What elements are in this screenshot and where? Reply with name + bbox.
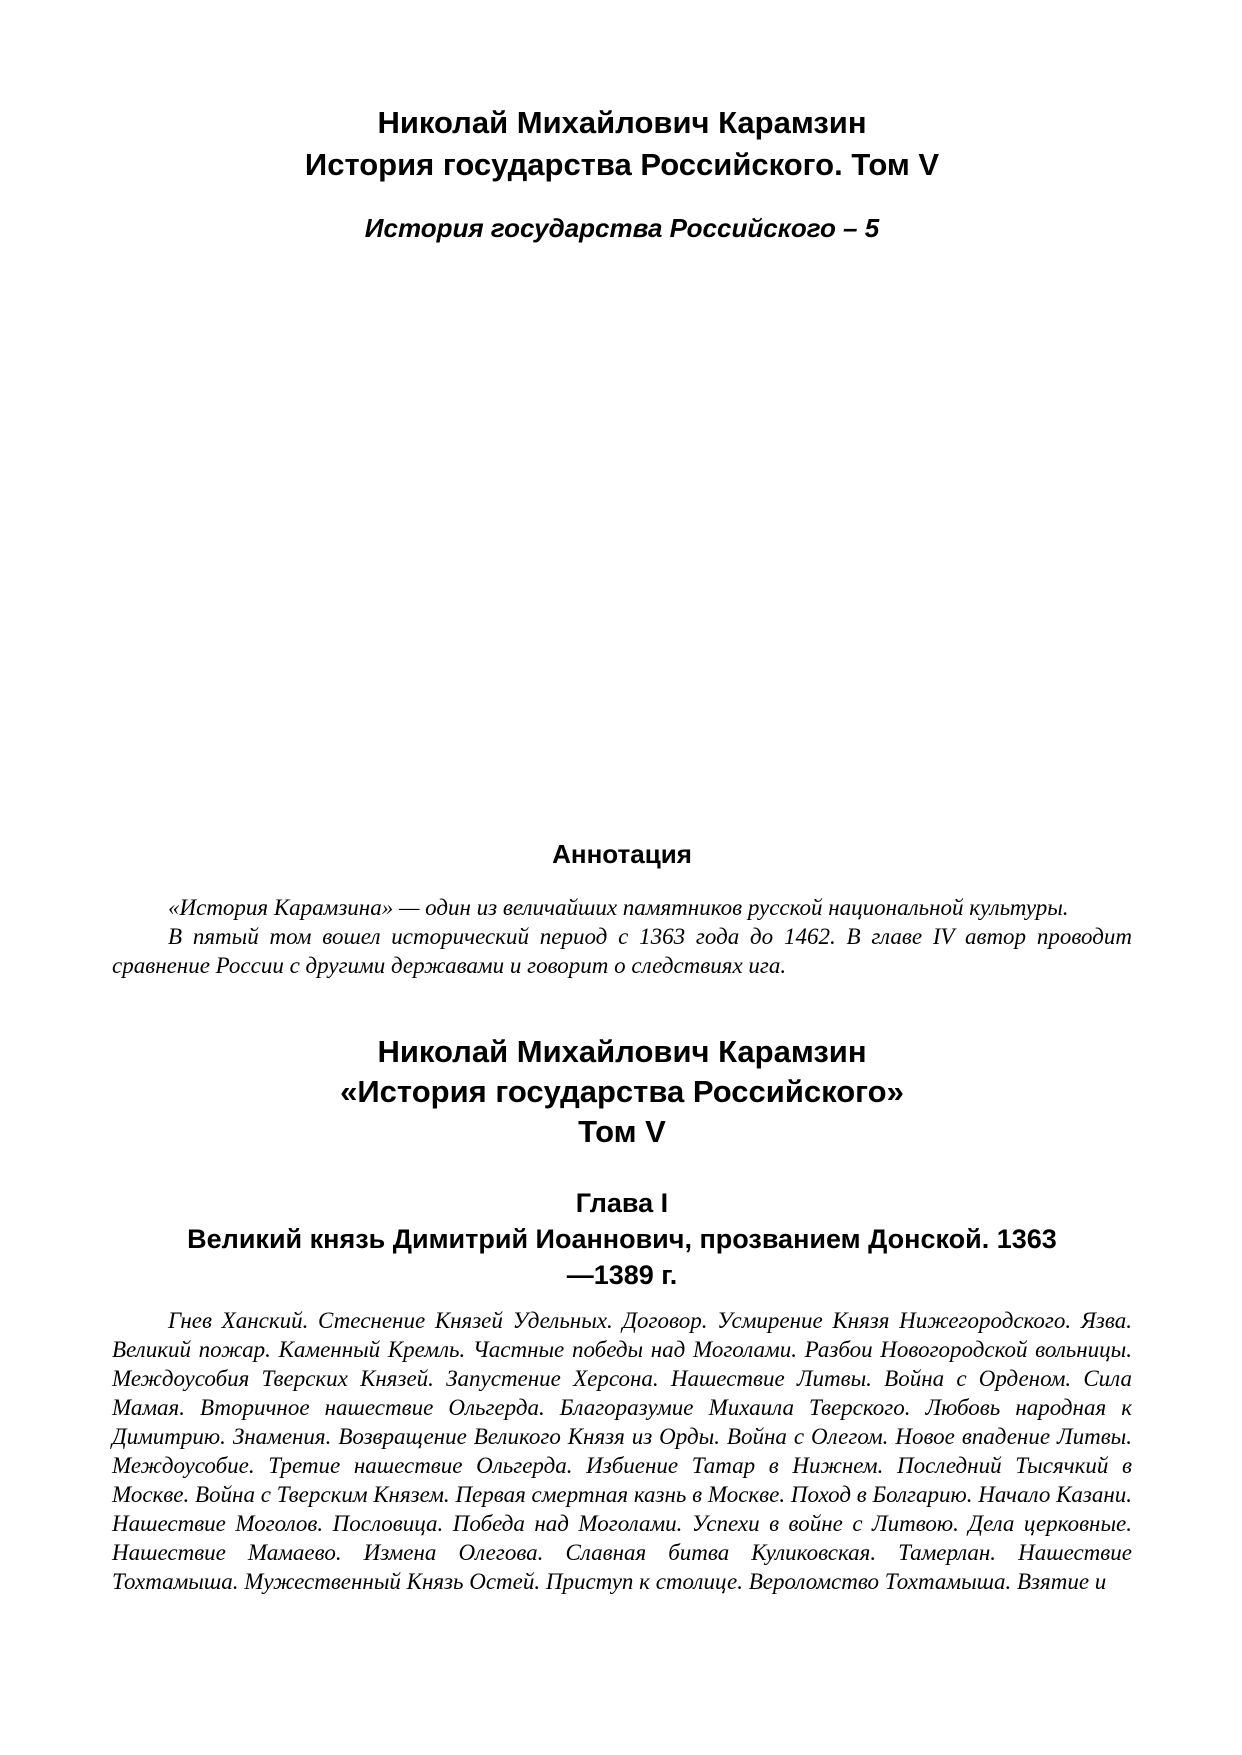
chapter-summary (112, 1306, 1132, 1596)
book-heading-author: Николай Михайлович Карамзин (377, 1034, 867, 1069)
chapter-number: Глава I (575, 1188, 669, 1218)
annotation-body (112, 893, 1132, 980)
chapter-title-line-1: Великий князь Димитрий Иоаннович, прозванием Донской. 1363 (187, 1224, 1057, 1254)
annotation-paragraph: «История Карамзина» — один из величайших памятников русской национальной культуры. (168, 895, 1069, 920)
book-heading (112, 1032, 1132, 1152)
series-subtitle: История государства Российского – 5 (364, 213, 880, 243)
author-name: Николай Михайлович Карамзин (377, 105, 867, 140)
book-heading-volume: Том V (578, 1114, 666, 1149)
chapter-summary-text: Гнев Ханский. Стеснение Князей Удельных. Договор. Усмирение Князя Нижегородского. Язва. Великий пожар. Каменный Кремль. Частные победы над Моголами. Разбои Новогородской вольницы. Междоусобия Тверских Князей. Запустение Херсона. Нашествие Литвы. Война с Орденом. Сила Мамая. Вторичное нашествие Ольгерда. Благоразумие Михаила Тверского. Любовь народная к Димитрию. Знамения. Возвращение Великого Князя из Орды. Война с Олегом. Новое впадение Литвы. Междоусобие. Третие нашествие Ольгерда. Избиение Татар в Нижнем. Последний Тысячкий в Москве. Война с Тверским Князем. Первая смертная казнь в Москве. Поход в Болгарию. Начало Казани. Нашествие Моголов. Пословица. Победа над Моголами. Успехи в войне с Литвою. Дела церковные. Нашествие Мамаево. Измена Олегова. Славная битва Куликовская. Тамерлан. Нашествие Тохтамыша. Мужественный Князь Остей. Приступ к столице. Вероломство Тохтамыша. Взятие и (112, 1308, 1132, 1594)
book-title: История государства Российского. Том V (304, 147, 940, 182)
book-heading-title: «История государства Российского» (340, 1074, 904, 1109)
chapter-heading (112, 1185, 1132, 1293)
document-title-block (112, 102, 1132, 186)
annotation-paragraph: В пятый том вошел исторический период с 1363 года до 1462. В главе IV автор проводит сравнение России с другими державами и говорит о следствиях ига. (112, 924, 1132, 978)
annotation-heading: Аннотация (552, 839, 692, 869)
chapter-title-line-2: —1389 г. (566, 1260, 678, 1290)
